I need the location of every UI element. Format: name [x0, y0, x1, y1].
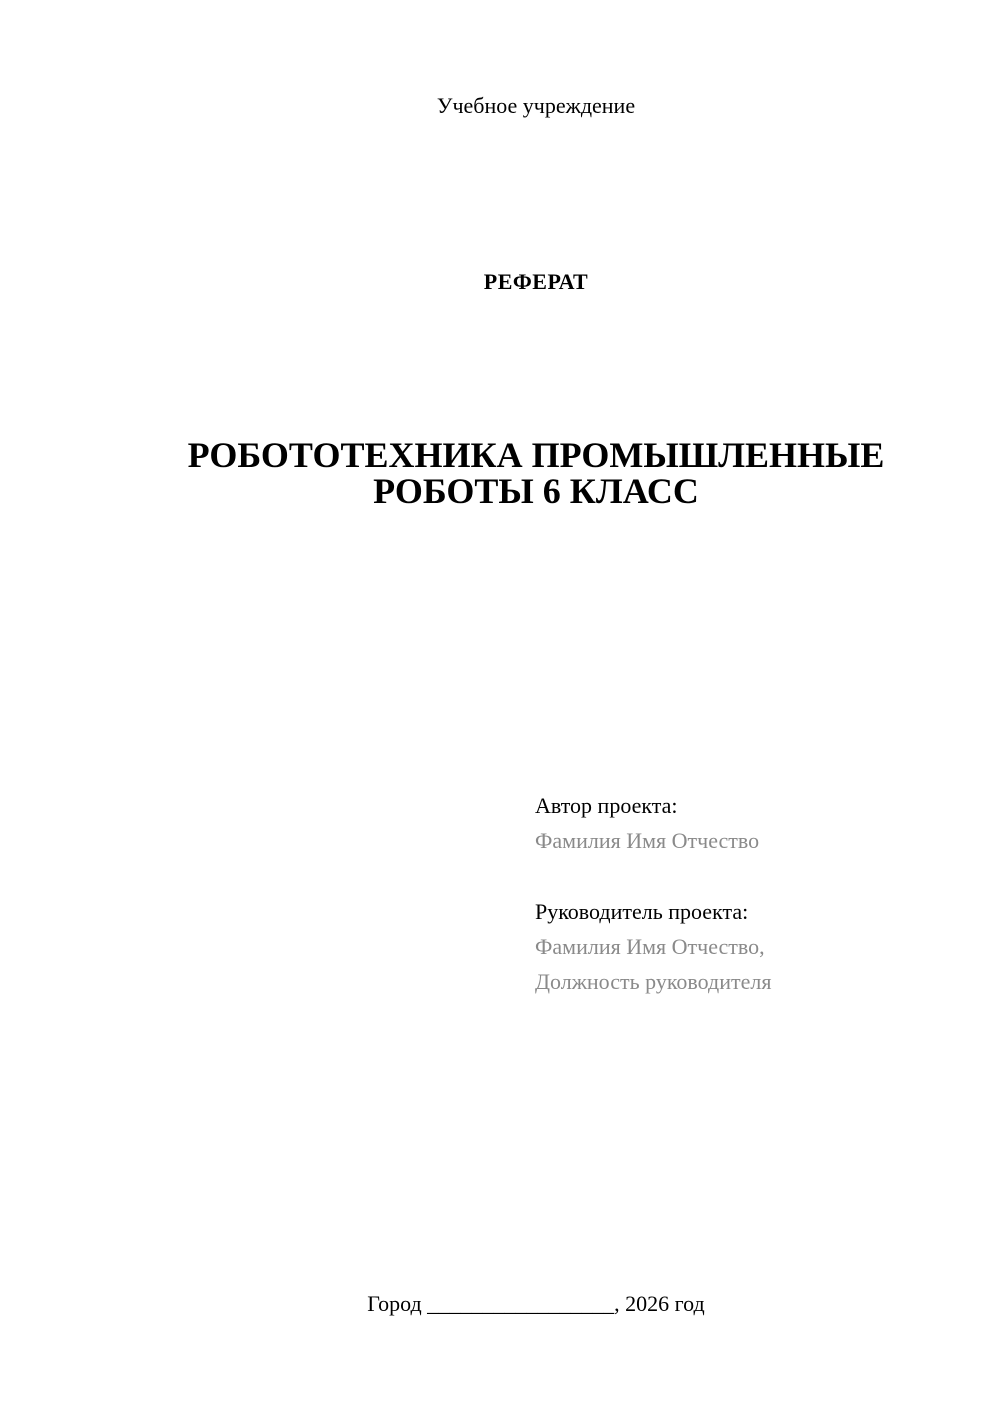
supervisor-position: Должность руководителя — [535, 969, 772, 994]
author-name: Фамилия Имя Отчество — [535, 828, 760, 853]
title-line-1: РОБОТОТЕХНИКА ПРОМЫШЛЕННЫЕ — [187, 435, 885, 475]
city-year-line: Город _________________, 2026 год — [367, 1291, 705, 1316]
document-title — [0, 437, 1000, 509]
institution-name: Учебное учреждение — [436, 93, 636, 118]
supervisor-label: Руководитель проекта: — [535, 899, 749, 924]
credits-spacer — [535, 858, 975, 894]
supervisor-name: Фамилия Имя Отчество, — [535, 934, 765, 959]
document-type: РЕФЕРАТ — [483, 269, 589, 294]
credits-block — [535, 788, 975, 999]
title-line-2: РОБОТЫ 6 КЛАСС — [373, 471, 699, 511]
author-label: Автор проекта: — [535, 793, 678, 818]
